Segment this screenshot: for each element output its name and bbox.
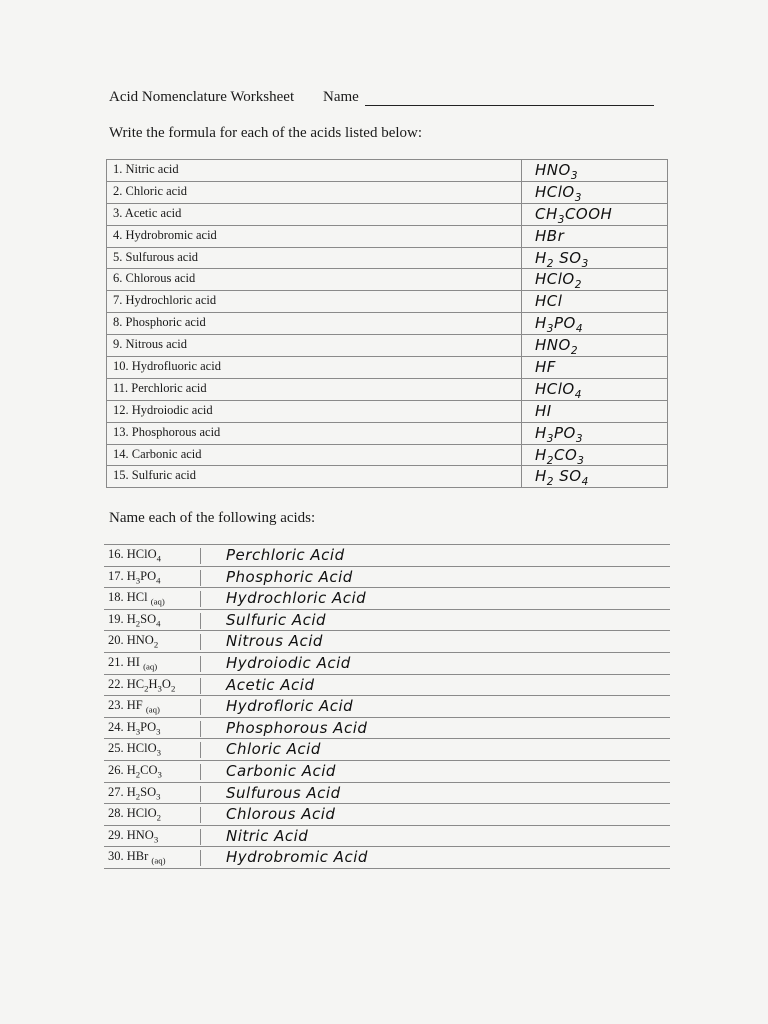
- table-row: [104, 610, 670, 632]
- question-label: 14. Carbonic acid: [113, 446, 202, 461]
- column-divider: [521, 269, 522, 290]
- question-label: 6. Chlorous acid: [113, 271, 196, 286]
- column-divider: [521, 182, 522, 203]
- question-label: 4. Hydrobromic acid: [113, 227, 217, 242]
- table-row: [104, 826, 670, 848]
- handwritten-answer: Phosphoric Acid: [226, 567, 353, 586]
- table-row: [104, 739, 670, 761]
- column-divider: [200, 850, 201, 866]
- column-divider: [200, 721, 201, 737]
- table-row: [104, 696, 670, 718]
- handwritten-answer: Nitric Acid: [226, 826, 309, 845]
- table-row: [107, 204, 667, 226]
- table-row: [107, 226, 667, 248]
- question-label: 29. $HNO_3$: [108, 827, 159, 845]
- column-divider: [521, 313, 522, 334]
- handwritten-answer: Hydrobromic Acid: [226, 848, 368, 867]
- name-label: Name: [323, 89, 359, 105]
- column-divider: [521, 291, 522, 312]
- handwritten-answer: $H_3PO_3$: [535, 423, 584, 445]
- column-divider: [200, 656, 201, 672]
- table-row: [107, 182, 667, 204]
- question-label: 25. HClO$_3$: [108, 741, 161, 758]
- table-row: [104, 783, 670, 805]
- column-divider: [200, 613, 201, 629]
- column-divider: [521, 445, 522, 466]
- table-row: [104, 804, 670, 826]
- handwritten-answer: Perchloric Acid: [226, 546, 345, 564]
- table-row: [104, 718, 670, 740]
- handwritten-answer: $H_2$ $SO_4$: [535, 467, 589, 489]
- question-label: 19. $H_2SO_4$: [108, 611, 161, 629]
- column-divider: [200, 699, 201, 715]
- question-label: 27. $H_2SO_3$: [108, 784, 161, 802]
- column-divider: [200, 807, 201, 823]
- table-row: [104, 675, 670, 697]
- handwritten-answer: $HNO_3$: [535, 161, 578, 182]
- column-divider: [521, 160, 522, 181]
- column-divider: [521, 226, 522, 247]
- table-row: [107, 423, 667, 445]
- handwritten-answer: $HNO_2$: [535, 336, 578, 358]
- handwritten-answer: Hydroiodic Acid: [226, 653, 351, 672]
- table-row: [107, 445, 667, 467]
- column-divider: [200, 591, 201, 607]
- column-divider: [521, 357, 522, 378]
- question-label: 10. Hydrofluoric acid: [113, 359, 221, 374]
- question-label: 11. Perchloric acid: [113, 380, 207, 395]
- question-label: 21. HI $_{(aq)}$: [108, 654, 158, 672]
- handwritten-answer: Phosphorous Acid: [226, 718, 368, 737]
- handwritten-answer: HBr: [535, 226, 565, 245]
- column-divider: [521, 423, 522, 444]
- column-divider: [521, 379, 522, 400]
- column-divider: [521, 401, 522, 422]
- table-row: [107, 379, 667, 401]
- handwritten-answer: Hydrochloric Acid: [226, 589, 367, 608]
- handwritten-answer: HI: [535, 401, 552, 420]
- handwritten-answer: HF: [535, 358, 556, 377]
- handwritten-answer: Sulfuric Acid: [226, 610, 327, 629]
- question-label: 9. Nitrous acid: [113, 337, 187, 352]
- handwritten-answer: $H_3PO_4$: [535, 314, 584, 336]
- handwritten-answer: HClO$_3$: [535, 182, 582, 204]
- question-label: 8. Phosphoric acid: [113, 315, 206, 330]
- column-divider: [200, 548, 201, 564]
- question-label: 26. $H_2CO_3$: [108, 762, 162, 780]
- worksheet-title: Acid Nomenclature Worksheet: [109, 89, 295, 105]
- column-divider: [521, 466, 522, 487]
- handwritten-answer: HClO$_4$: [535, 379, 582, 401]
- table-row: [107, 160, 667, 182]
- column-divider: [200, 786, 201, 802]
- handwritten-answer: Sulfurous Acid: [226, 783, 341, 802]
- question-label: 15. Sulfuric acid: [113, 468, 196, 483]
- question-label: 16. HClO$_4$: [108, 547, 161, 564]
- column-divider: [200, 742, 201, 758]
- handwritten-answer: $CH_3COOH$: [535, 204, 613, 226]
- formula-table: [106, 159, 668, 488]
- name-blank-line: [365, 105, 654, 106]
- question-label: 24. $H_3PO_3$: [108, 719, 161, 737]
- column-divider: [521, 204, 522, 225]
- section1-instructions: Write the formula for each of the acids listed below:: [109, 125, 423, 141]
- handwritten-answer: $H_2CO_3$: [535, 445, 585, 467]
- table-row: [104, 545, 670, 567]
- question-label: 17. $H_3PO_4$: [108, 568, 161, 586]
- table-row: [107, 248, 667, 270]
- column-divider: [200, 678, 201, 694]
- table-row: [104, 653, 670, 675]
- column-divider: [521, 335, 522, 356]
- table-row: [107, 401, 667, 423]
- table-row: [107, 313, 667, 335]
- column-divider: [200, 764, 201, 780]
- table-row: [104, 761, 670, 783]
- question-label: 5. Sulfurous acid: [113, 249, 199, 264]
- handwritten-answer: Chlorous Acid: [226, 805, 336, 824]
- column-divider: [521, 248, 522, 269]
- handwritten-answer: $H_2$ $SO_3$: [535, 248, 589, 270]
- question-label: 30. HBr $_{(aq)}$: [108, 849, 166, 866]
- question-label: 7. Hydrochloric acid: [113, 293, 217, 308]
- question-label: 22. $HC_2H_3O_2$: [108, 676, 176, 694]
- handwritten-answer: Chloric Acid: [226, 740, 321, 759]
- handwritten-answer: Acetic Acid: [226, 675, 315, 694]
- question-label: 3. Acetic acid: [113, 205, 182, 220]
- table-row: [104, 588, 670, 610]
- table-row: [107, 269, 667, 291]
- column-divider: [200, 570, 201, 586]
- question-label: 23. HF $_{(aq)}$: [108, 698, 160, 715]
- question-label: 28. HClO$_2$: [108, 806, 161, 823]
- table-row: [107, 291, 667, 313]
- handwritten-answer: Nitrous Acid: [226, 632, 323, 651]
- handwritten-answer: Hydrofloric Acid: [226, 697, 354, 716]
- question-label: 2. Chloric acid: [113, 183, 187, 198]
- worksheet-header: [109, 89, 359, 106]
- table-row: [107, 466, 667, 488]
- question-label: 13. Phosphorous acid: [113, 424, 221, 439]
- question-label: 18. HCl $_{(aq)}$: [108, 590, 165, 607]
- handwritten-answer: HCl: [535, 292, 563, 311]
- table-row: [107, 357, 667, 379]
- table-row: [104, 847, 670, 869]
- question-label: 1. Nitric acid: [113, 162, 179, 176]
- column-divider: [200, 634, 201, 650]
- section2-instructions: Name each of the following acids:: [109, 510, 316, 526]
- table-row: [107, 335, 667, 357]
- naming-table: [104, 544, 670, 869]
- handwritten-answer: Carbonic Acid: [226, 761, 336, 780]
- table-row: [104, 567, 670, 589]
- table-row: [104, 631, 670, 653]
- question-label: 12. Hydroiodic acid: [113, 402, 213, 417]
- question-label: 20. $HNO_2$: [108, 633, 159, 650]
- handwritten-answer: HClO$_2$: [535, 270, 582, 292]
- column-divider: [200, 829, 201, 845]
